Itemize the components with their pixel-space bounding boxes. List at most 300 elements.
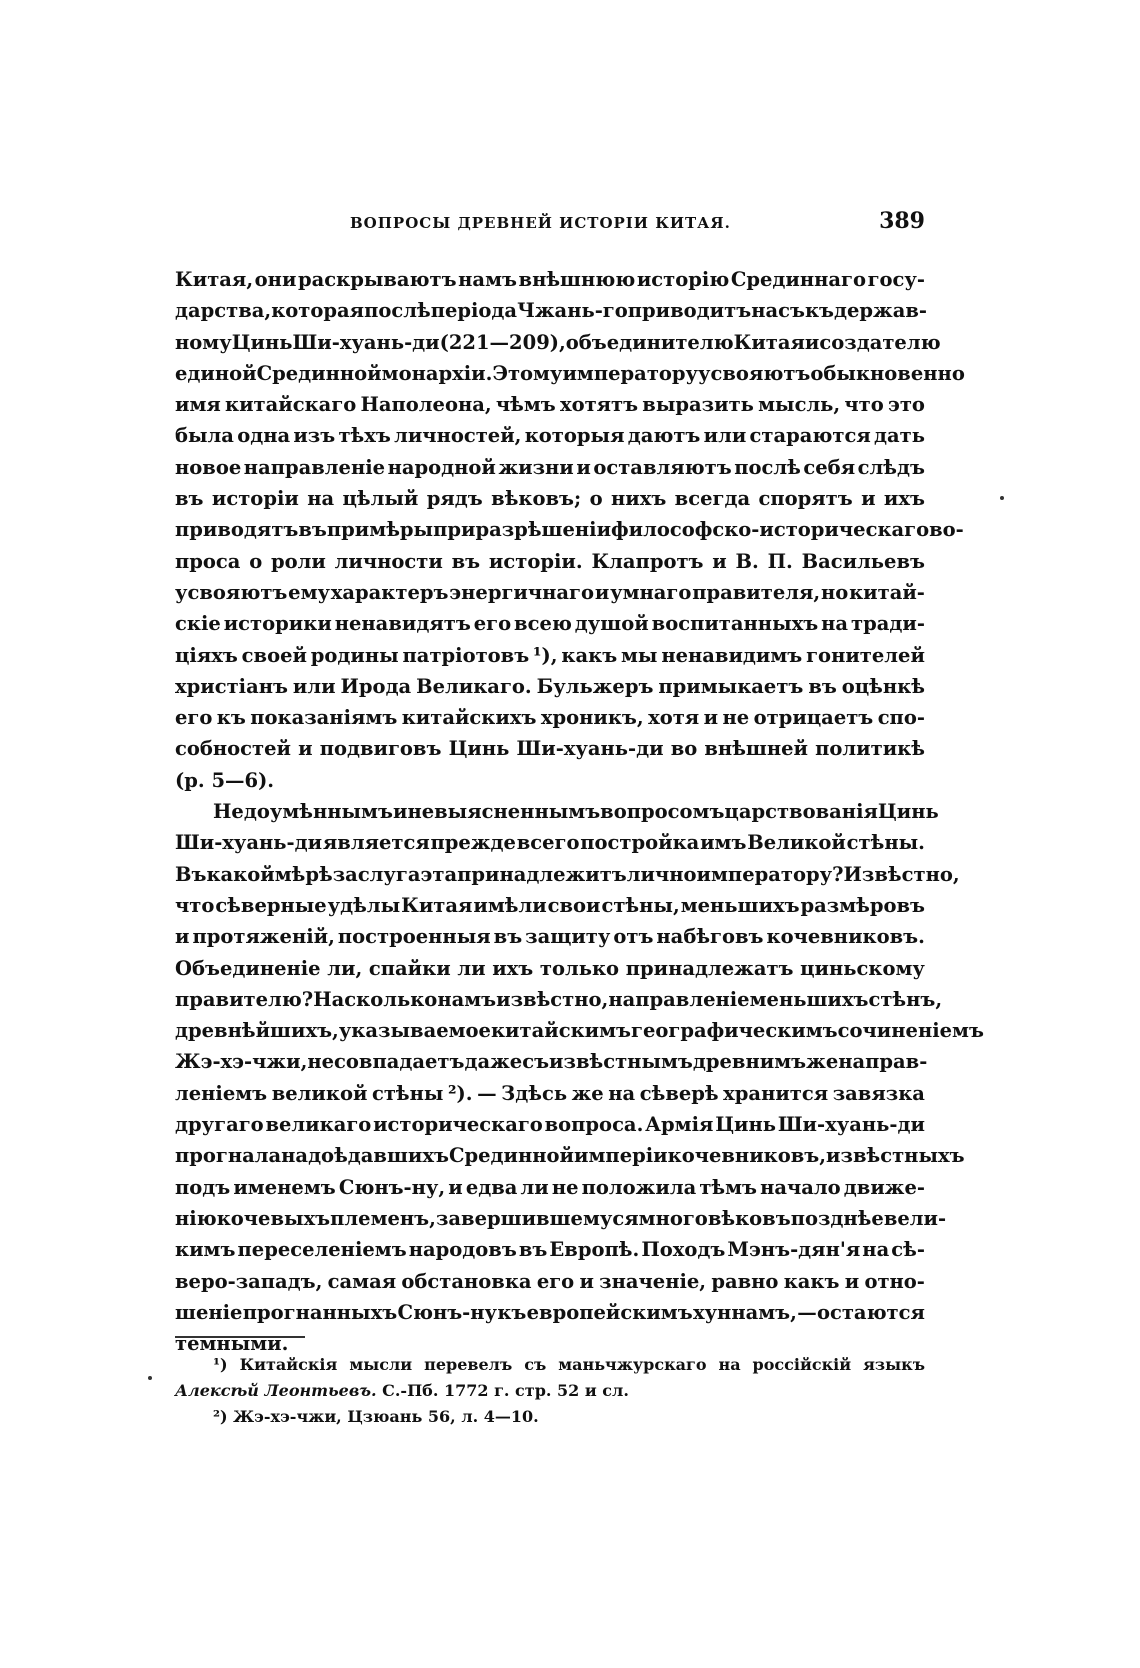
word: заслуга [332,862,421,886]
word: при [433,518,476,542]
word: завершившемуся [435,1206,639,1230]
word: съ [522,1050,550,1074]
word: остаются [816,1300,925,1324]
word: направленіе [608,987,750,1011]
text-line [175,452,925,483]
word: и [712,549,727,573]
word: защиту [525,925,611,949]
word: мысль, [758,393,841,417]
footnote-word: ¹) [213,1355,228,1374]
word: направленіе [243,455,386,479]
text-line [175,640,925,671]
word: подвиговъ [319,737,442,761]
word: тради- [851,612,925,636]
word: собностей [175,737,291,761]
word: была [175,424,234,448]
word: невыясненнымъ [407,800,601,824]
word: отрицаетъ [753,706,874,730]
word: меньшихъ [749,987,869,1011]
word: мы [620,643,658,667]
word: внѣшней [704,737,809,761]
word: насъ [751,299,805,323]
word: въ [175,487,204,511]
word: указываемое [338,1019,491,1043]
word: тѣхъ [338,424,391,448]
word: новое [175,455,242,479]
word: завязка [832,1081,925,1105]
word: отъ [613,925,654,949]
word: вѣковъ [707,1206,791,1230]
word: ненавидятъ [334,612,471,636]
word: характеръ [330,580,449,604]
word: Срединной [256,361,382,385]
word: имперіи [574,1144,668,1168]
word: не [722,706,750,730]
word: шеніе [175,1300,243,1324]
word: Ши-хуань-ди [175,831,323,855]
word: правителя, [692,580,821,604]
word: вопросомъ [600,800,725,824]
text-line [175,1015,984,1046]
text-line [175,1203,947,1234]
word: же [571,1081,604,1105]
word: темными. [175,1332,289,1356]
word: единой [175,361,257,385]
word: направ- [838,1050,928,1074]
page-header [175,208,925,244]
word: себя [803,455,856,479]
word: кочевниковъ. [766,925,925,949]
word: принадлежитъ [457,862,627,886]
word: дать [874,424,925,448]
text-line [175,859,960,890]
text-line [175,358,965,389]
word: о [589,487,603,511]
word: удѣлы [327,893,401,917]
word: едва [465,1175,518,1199]
word: своей [241,643,307,667]
footnote-word: на [718,1355,741,1374]
word: великаго [265,1113,372,1137]
word: великой [271,1081,368,1105]
text-line [175,577,925,608]
word: о [249,549,263,573]
word: много [638,1206,708,1230]
word: всего [516,831,580,855]
word: дарства, [175,299,272,323]
page-number: 389 [879,208,925,234]
text-line [175,483,925,514]
word: надоѣдавшихъ [281,1144,449,1168]
word: патріотовъ [402,643,530,667]
footnote-word: съ [524,1355,547,1374]
footnotes [175,1352,925,1430]
word: оставляютъ [593,455,732,479]
text-line [175,921,925,952]
word: проса [175,549,241,573]
word: самая [327,1269,397,1293]
word: сочиненіемъ [837,1019,984,1043]
word: (221—209), [439,330,566,354]
word: выразить [642,393,754,417]
word: стѣны [371,1081,444,1105]
word: Этому [492,361,563,385]
word: усвояютъ [175,580,288,604]
word: прежде [430,831,516,855]
word: историческаго [373,1113,543,1137]
footnote-word: языкъ [863,1355,925,1374]
word: царствованія [724,800,878,824]
word: древнѣйшихъ, [175,1019,339,1043]
word: его [536,1269,575,1293]
word: или [703,424,747,448]
text-line [175,984,943,1015]
word: исторіи. [488,549,583,573]
word: подъ [175,1175,231,1199]
word: кимъ [175,1238,236,1262]
word: рядъ [426,487,483,511]
word: во- [929,518,964,542]
word: къ [216,706,246,730]
word: спайки [368,956,451,980]
word: географическимъ [631,1019,838,1043]
word: въ [808,674,837,698]
word: Сюнъ-ну [397,1300,498,1324]
word: и [576,455,591,479]
word: леніемъ [175,1081,268,1105]
word: душой [574,612,649,636]
word: Клапротъ [591,549,704,573]
word: которая [271,299,365,323]
word: позднѣе [790,1206,884,1230]
word: европейскимъ [526,1300,693,1324]
word: и [175,925,190,949]
word: ихъ [883,487,925,511]
word: Въ [175,862,207,886]
word: послѣ [734,455,801,479]
word: энергичнаго [449,580,595,604]
text-line [175,608,925,639]
word: Мэнъ-дян'я [727,1238,861,1262]
word: періода [430,299,518,323]
word: равно [711,1269,779,1293]
word: и [298,737,313,761]
word: совпадаетъ [334,1050,465,1074]
word: стѣны, [601,893,680,917]
word: имя [175,393,221,417]
word: хуннамъ, [692,1300,797,1324]
word: ціяхъ [175,643,238,667]
word: Срединнаго [730,268,867,291]
word: На [313,987,345,1011]
word: Китая, [175,268,254,291]
word: — [797,1300,817,1324]
word: исторію [636,268,730,291]
text-line [175,1297,925,1328]
footnote-author-last: Леонтьевъ. [264,1381,377,1400]
word: эта [420,862,458,886]
word: имъ [700,831,747,855]
word: ному [175,330,232,354]
word: раскрываютъ [297,268,457,291]
word: (p. 5—6). [175,768,275,792]
word: усвояютъ [698,361,811,385]
word: хранится [723,1081,829,1105]
word: и [579,1269,594,1293]
word: извѣстныхъ [826,1144,965,1168]
word: кочевыхъ [216,1206,331,1230]
word: Великаго. [416,674,532,698]
word: въ [298,518,327,542]
word: Ирода [340,674,412,698]
word: же [806,1050,839,1074]
word: положила [581,1175,697,1199]
word: которыя [524,424,625,448]
word: извѣстнымъ [549,1050,693,1074]
word: китайскаго [225,393,357,417]
word: П. [767,549,793,573]
word: обстановка [401,1269,532,1293]
word: народовъ [408,1238,517,1262]
word: сѣ- [891,1238,925,1262]
word: свои [547,893,601,917]
text-line [175,890,925,921]
text-line [175,1266,925,1297]
text-line [175,733,925,764]
word: личностей, [394,424,522,448]
word: гонителей [806,643,925,667]
word: христіанъ [175,674,288,698]
word: жизни [498,455,574,479]
word: и [392,800,408,824]
word: политикѣ [815,737,925,761]
text-line [175,546,925,577]
word: вѣковъ; [491,487,582,511]
text-line [175,671,925,702]
word: постройка [580,831,700,855]
word: какой [206,862,275,886]
word: Срединной [448,1144,575,1168]
word: Чжань-го [517,299,628,323]
word: чѣмъ [495,393,556,417]
word: на [307,487,335,511]
word: и [861,487,876,511]
word: скіе [175,612,221,636]
word: императору? [696,862,844,886]
word: въ [493,925,523,949]
text-line [175,327,941,358]
word: въ [518,1238,548,1262]
word: переселеніемъ [237,1238,407,1262]
text-line [175,953,925,984]
text-line [175,1234,925,1265]
footnote-1-line-1 [175,1352,925,1378]
word: умнаго [610,580,692,604]
word: обыкновенно [810,361,965,385]
word: оцѣнкѣ [841,674,925,698]
text-line [175,765,925,796]
word: объединителю [565,330,734,354]
main-text [175,264,984,1359]
word: именемъ [233,1175,336,1199]
word: одна [237,424,291,448]
word: что [844,393,884,417]
word: не [551,1175,579,1199]
word: примѣры [326,518,434,542]
word: протяженій, [192,925,335,949]
word: разрѣшеніи [475,518,612,542]
word: Жэ-хэ-чжи, [175,1050,308,1074]
word: движе- [843,1175,925,1199]
word: стѣны. [846,831,925,855]
word: даже [464,1050,523,1074]
word: прогнала [175,1144,282,1168]
word: китайскимъ [490,1019,632,1043]
word: набѣговъ [656,925,764,949]
word: Наполеона, [360,393,492,417]
word: къ [497,1300,527,1324]
word: кочевниковъ, [667,1144,827,1168]
word: намъ [437,987,497,1011]
text-line [175,1078,925,1109]
footnote-author-first: Алексѣй [175,1381,259,1400]
running-title: ВОПРОСЫ ДРЕВНЕЙ ИСТОРІИ КИТАЯ. [350,214,731,232]
word: ли [520,1175,549,1199]
footnote-word: мысли [349,1355,413,1374]
word: ¹), [533,643,558,667]
word: спо- [877,706,925,730]
word: другаго [175,1113,264,1137]
word: даютъ [627,424,701,448]
word: Великой [747,831,846,855]
word: Европѣ. [549,1238,640,1262]
text-line [175,420,925,451]
word: извѣстно, [496,987,609,1011]
footnote-word: маньчжурскаго [558,1355,707,1374]
word: и [804,330,820,354]
word: Ши-хуань-ди [516,737,664,761]
word: но [820,580,849,604]
word: и [844,1269,860,1293]
word: всегда [674,487,751,511]
word: меньшихъ [680,893,800,917]
word: спорятъ [758,487,853,511]
word: госу- [867,268,925,291]
word: ненавидимъ [661,643,803,667]
text-line [175,264,925,295]
word: нихъ [610,487,667,511]
word: монархіи. [381,361,493,385]
word: отно- [864,1269,925,1293]
word: всею [514,612,572,636]
word: создателю [819,330,941,354]
word: народной [387,455,496,479]
word: воспитанныхъ [651,612,819,636]
word: построенныя [337,925,491,949]
word: вели- [883,1206,947,1230]
text-line [175,827,925,858]
word: на [862,1238,890,1262]
word: Васильевъ [801,549,925,573]
text-line [175,1046,928,1077]
word: Бульжеръ [536,674,654,698]
footnote-1-line-2 [175,1378,925,1404]
word: его [175,706,213,730]
word: хроникъ, [540,706,644,730]
word: цѣлый [342,487,419,511]
word: изъ [293,424,336,448]
word: ли, [327,956,363,980]
word: исторіи [211,487,299,511]
word: Китая [401,893,473,917]
word: приводитъ [627,299,752,323]
word: историки [223,612,332,636]
word: Цинь [877,800,939,824]
word: циньскому [800,956,925,980]
word: ли [457,956,486,980]
word: Цинь [448,737,510,761]
word: во [670,737,698,761]
word: хотя [648,706,700,730]
word: императору [562,361,699,385]
word: приводятъ [175,518,299,542]
word: Цинь [715,1113,777,1137]
word: значеніе, [599,1269,707,1293]
text-line [175,1172,925,1203]
word: родины [310,643,399,667]
word: Объединеніе [175,956,321,980]
word: Сюнъ-ну, [338,1175,446,1199]
word: Ши-хуань-ди [292,330,440,354]
word: что [175,893,215,917]
word: лично [626,862,697,886]
word: держав- [833,299,927,323]
word: В. [735,549,759,573]
word: намъ [458,268,517,291]
word: вопроса. [544,1113,644,1137]
word: примыкаетъ [658,674,804,698]
footnote-word: россійскій [752,1355,852,1374]
word: на [608,1081,636,1105]
text-line [175,389,925,420]
word: въ [451,549,481,573]
word: сѣверѣ [639,1081,719,1105]
word: какъ [783,1269,840,1293]
text-line [175,702,925,733]
word: внѣшнюю [518,268,636,291]
word: Армія [645,1113,714,1137]
word: къ [804,299,834,323]
word: является [322,831,430,855]
word: личности [334,549,443,573]
word: ²). [448,1081,473,1105]
footnote-2: ²) Жэ-хэ-чжи, Цзюань 56, л. 4—10. [213,1407,539,1426]
word: сколько [344,987,438,1011]
paper-speck [148,1376,152,1380]
text-line [175,295,925,326]
word: сѣверные [215,893,327,917]
word: слѣдъ [857,455,925,479]
paper-speck [1000,496,1004,500]
word: стѣнъ, [868,987,943,1011]
word: только [539,956,620,980]
text-line [175,514,964,545]
word: это [887,393,925,417]
text-line [175,796,939,827]
word: философско-историческаго [611,518,930,542]
word: мѣрѣ [274,862,333,886]
footnote-word: перевелъ [424,1355,513,1374]
